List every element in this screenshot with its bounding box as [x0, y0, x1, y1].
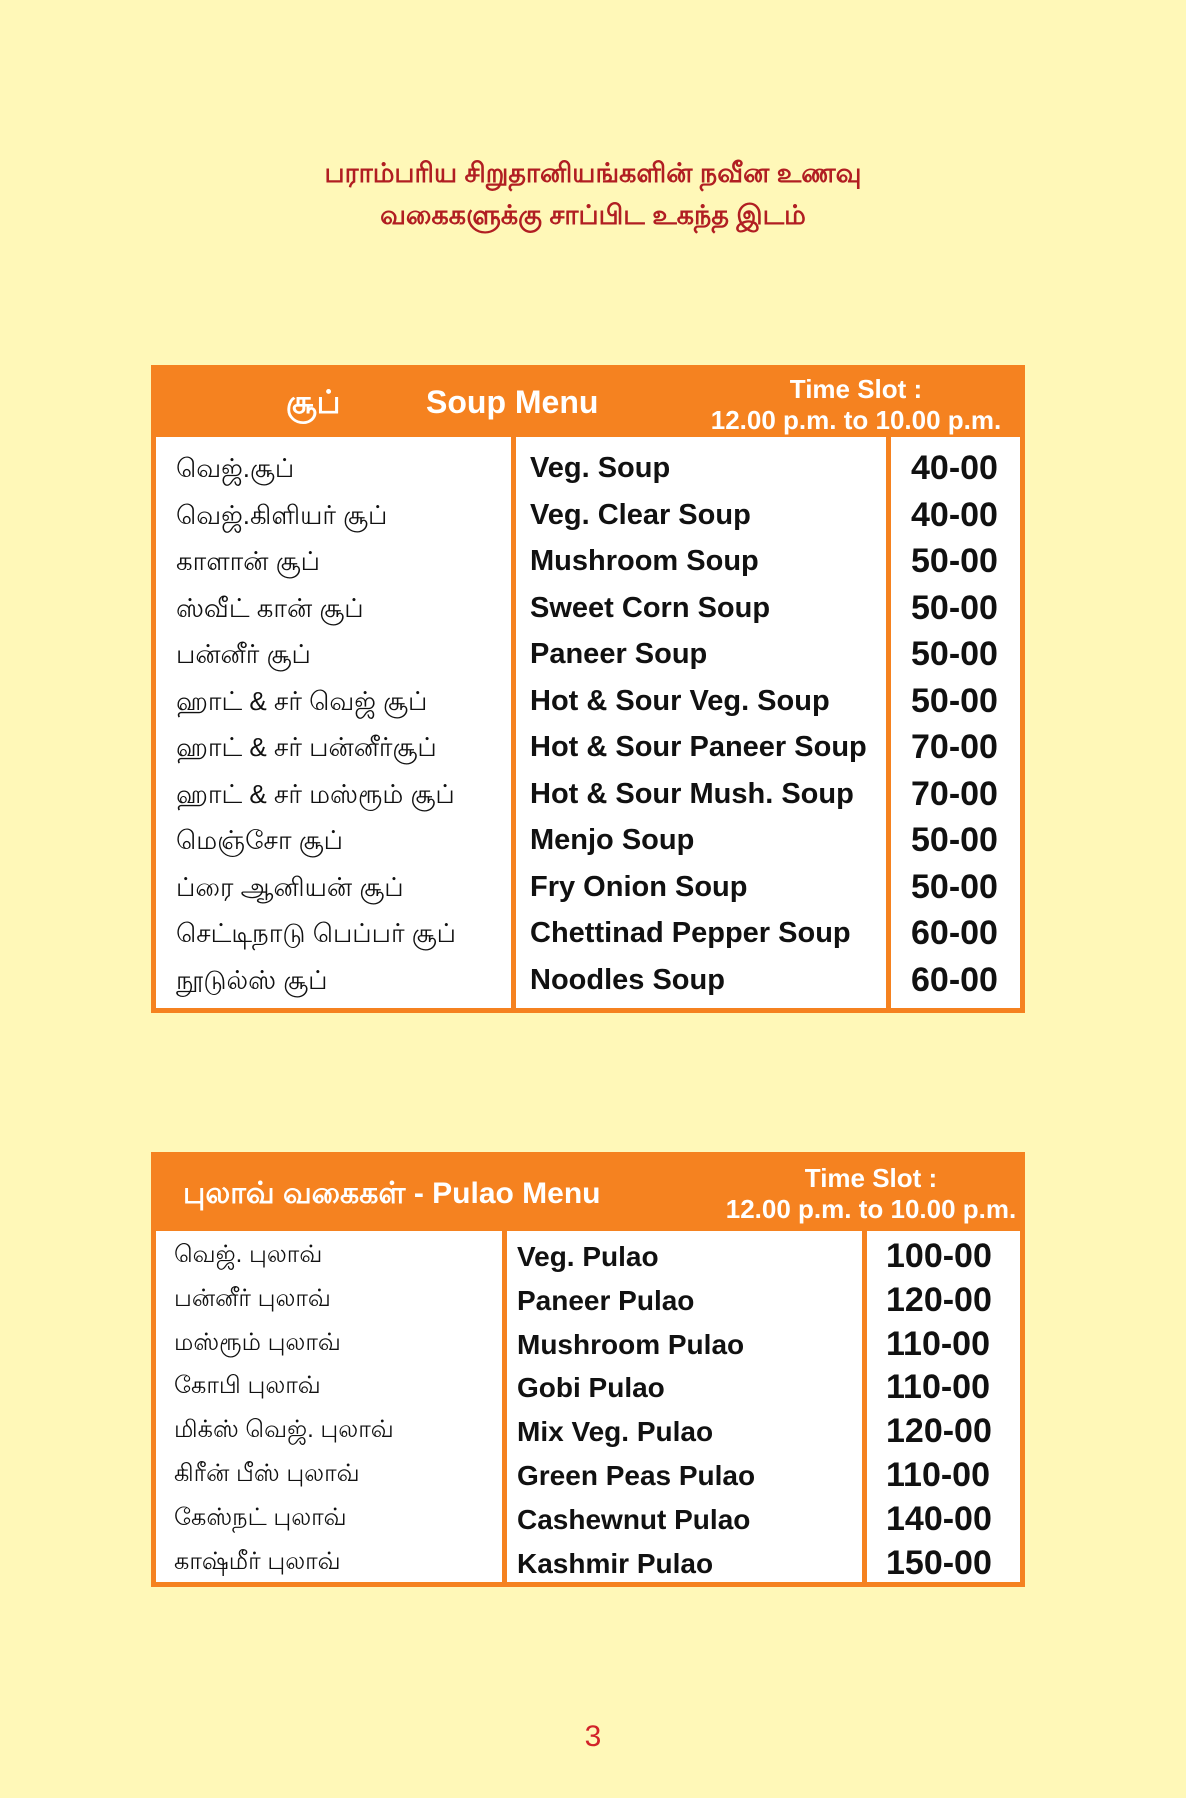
item-name: Fry Onion Soup: [530, 870, 748, 903]
item-name: Noodles Soup: [530, 963, 725, 996]
item-price: 110-00: [886, 1455, 990, 1494]
item-name: Mix Veg. Pulao: [517, 1416, 714, 1448]
item-name: Veg. Soup: [530, 452, 671, 484]
page-number: 3: [584, 1720, 602, 1753]
menu-row: [156, 1543, 1020, 1587]
item-name-tamil: மிக்ஸ் வெஜ். புலாவ்: [174, 1416, 394, 1444]
item-name-tamil: மெஞ்சோ சூப்: [176, 825, 343, 855]
menu-row: [156, 633, 1020, 680]
pulao-time-slot: [711, 1163, 1031, 1225]
pulao-time-slot-label: Time Slot :: [804, 1163, 938, 1193]
item-name: Sweet Corn Soup: [530, 591, 771, 624]
item-price: 60-00: [911, 914, 998, 952]
soup-menu-header: [156, 370, 1020, 437]
item-name: Mushroom Soup: [530, 545, 759, 577]
item-name-tamil: கேஸ்நட் புலாவ்: [174, 1503, 347, 1531]
item-name: Gobi Pulao: [517, 1372, 665, 1404]
menu-row: [156, 912, 1020, 959]
soup-time-slot-label: Time Slot :: [789, 374, 923, 404]
pulao-time-slot-value: 12.00 p.m. to 10.00 p.m.: [725, 1194, 1017, 1224]
item-name: Cashewnut Pulao: [517, 1503, 751, 1535]
soup-menu-table: [151, 365, 1025, 1013]
item-price: 50-00: [911, 821, 998, 859]
item-name: Hot & Sour Veg. Soup: [530, 684, 830, 717]
pulao-menu-title: புலாவ் வகைகள் - Pulao Menu: [183, 1177, 601, 1210]
item-name-tamil: வெஜ்.கிளியர் சூப்: [176, 499, 388, 530]
item-name-tamil: ஹாட் & சர் மஸ்ரூம் சூப்: [176, 778, 455, 809]
item-price: 50-00: [911, 681, 998, 720]
item-price: 100-00: [886, 1237, 992, 1275]
item-name-tamil: ஹாட் & சர் வெஜ் சூப்: [176, 685, 428, 716]
menu-row: [156, 959, 1020, 1006]
item-name: Chettinad Pepper Soup: [530, 917, 851, 949]
item-price: 50-00: [911, 635, 998, 673]
item-name-tamil: நூடுல்ஸ் சூப்: [176, 964, 328, 995]
item-price: 40-00: [911, 449, 998, 487]
item-name: Hot & Sour Paneer Soup: [530, 731, 867, 763]
menu-row: [156, 1411, 1020, 1455]
item-name: Paneer Pulao: [517, 1284, 695, 1316]
item-name: Veg. Clear Soup: [530, 498, 751, 531]
item-name-tamil: கிரீன் பீஸ் புலாவ்: [174, 1459, 360, 1487]
menu-row: [156, 1455, 1020, 1499]
menu-row: [156, 447, 1020, 494]
item-price: 50-00: [911, 588, 998, 627]
menu-row: [156, 866, 1020, 913]
item-name-tamil: கோபி புலாவ்: [174, 1372, 321, 1400]
pulao-menu-body: [156, 1231, 1020, 1582]
item-price: 50-00: [911, 867, 998, 906]
item-name: Paneer Soup: [530, 638, 708, 670]
menu-row: [156, 726, 1020, 773]
pulao-menu-header: [156, 1157, 1020, 1231]
item-name: Green Peas Pulao: [517, 1459, 756, 1491]
item-price: 110-00: [886, 1368, 990, 1407]
pulao-menu-table: [151, 1152, 1025, 1587]
soup-menu-title-tamil: சூப்: [286, 384, 341, 420]
menu-row: [156, 540, 1020, 587]
tagline-line-1: பராம்பரிய சிறுதானியங்களின் நவீன உணவு: [324, 158, 862, 188]
item-name: Kashmir Pulao: [517, 1547, 714, 1579]
item-price: 50-00: [911, 542, 998, 580]
item-name-tamil: பன்னீர் புலாவ்: [174, 1284, 331, 1312]
item-price: 140-00: [886, 1499, 992, 1538]
item-name: Hot & Sour Mush. Soup: [530, 777, 854, 810]
item-name-tamil: பன்னீர் சூப்: [176, 639, 311, 669]
item-name-tamil: செட்டிநாடு பெப்பர் சூப்: [176, 918, 457, 948]
item-price: 120-00: [886, 1280, 992, 1319]
soup-time-slot: [696, 374, 1016, 436]
menu-row: [156, 587, 1020, 634]
item-name: Menjo Soup: [530, 824, 695, 856]
item-price: 70-00: [911, 774, 998, 813]
menu-row: [156, 1280, 1020, 1324]
menu-row: [156, 1367, 1020, 1411]
tagline: [0, 152, 1186, 236]
item-name: Veg. Pulao: [517, 1241, 659, 1272]
item-name-tamil: மஸ்ரூம் புலாவ்: [174, 1328, 341, 1356]
menu-row: [156, 819, 1020, 866]
menu-row: [156, 773, 1020, 820]
tagline-line-2: வகைகளுக்கு சாப்பிட உகந்த இடம்: [380, 200, 806, 230]
item-name-tamil: வெஜ். புலாவ்: [174, 1241, 323, 1268]
item-price: 40-00: [911, 495, 998, 534]
soup-menu-body: [156, 437, 1020, 1008]
menu-row: [156, 494, 1020, 541]
menu-row: [156, 680, 1020, 727]
item-name-tamil: ஹாட் & சர் பன்னீர்சூப்: [176, 732, 437, 762]
item-price: 150-00: [886, 1543, 992, 1582]
menu-row: [156, 1324, 1020, 1368]
item-name: Mushroom Pulao: [517, 1328, 745, 1360]
menu-row: [156, 1499, 1020, 1543]
item-name-tamil: ப்ரை ஆனியன் சூப்: [176, 871, 404, 902]
item-price: 110-00: [886, 1324, 990, 1363]
item-name-tamil: வெஜ்.சூப்: [176, 453, 295, 483]
item-name-tamil: ஸ்வீட் கான் சூப்: [176, 592, 364, 623]
item-name-tamil: காஷ்மீர் புலாவ்: [174, 1547, 341, 1575]
item-price: 120-00: [886, 1412, 992, 1451]
item-price: 60-00: [911, 960, 998, 999]
soup-menu-title: Soup Menu: [426, 384, 599, 420]
item-name-tamil: காளான் சூப்: [176, 546, 320, 576]
soup-time-slot-value: 12.00 p.m. to 10.00 p.m.: [710, 405, 1002, 435]
menu-row: [156, 1236, 1020, 1280]
item-price: 70-00: [911, 728, 998, 766]
